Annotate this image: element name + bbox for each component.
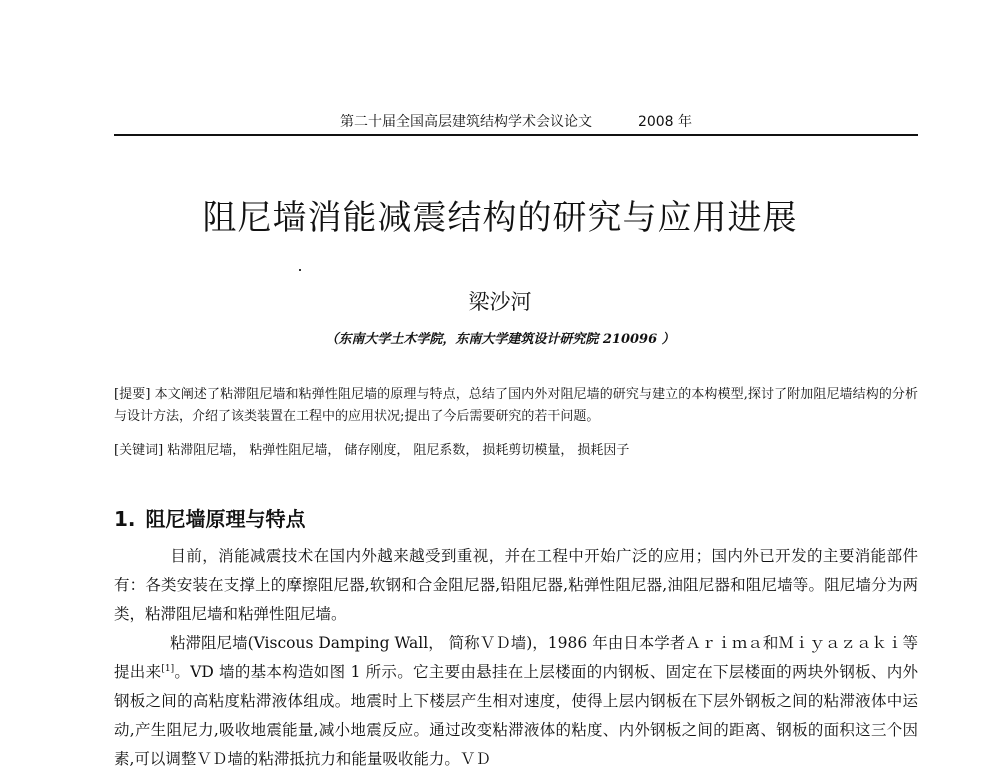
abstract	[114, 384, 918, 428]
keywords-label: [关键词]	[114, 443, 164, 458]
citation-ref[interactable]: [1]	[161, 663, 175, 674]
paragraph	[114, 542, 918, 629]
section-number: 1.	[114, 507, 136, 531]
header-rule	[114, 134, 918, 136]
author-name: 梁沙河	[468, 290, 532, 314]
keyword: 粘弹性阻尼墙，	[249, 443, 341, 458]
keyword: 损耗剪切模量，	[482, 443, 574, 458]
paragraph	[114, 629, 918, 774]
paper-title: 阻尼墙消能减震结构的研究与应用进展	[202, 198, 798, 238]
author-affiliation: （东南大学土木学院，东南大学建筑设计研究院 210096 ）	[325, 332, 675, 347]
keyword: 粘滞阻尼墙，	[167, 443, 246, 458]
paragraph-text: 。VD 墙的基本构造如图 1 所示。它主要由悬挂在上层楼面的内钢板、固定在下层楼面的两块外钢板、内外钢板之间的高粘度粘滞液体组成。地震时上下楼层产生相对速度，使得上层内钢板在下层外钢板之间的粘滞液体中运动,产生阻尼力,吸收地震能量,减小地震反应。通过改变粘滞液体的粘度、内外钢板之间的距离、钢板的面积这三个因素,可以调整ＶＤ墙的粘滞抵抗力和能量吸收能力。ＶＤ	[114, 663, 918, 768]
publication-year: 2008 年	[637, 114, 693, 130]
paragraph-text: 目前，消能减震技术在国内外越来越受到重视，并在工程中开始广泛的应用；国内外已开发的主要消能部件有：各类安装在支撑上的摩擦阻尼器,软钢和合金阻尼器,铅阻尼器,粘弹性阻尼器,油阻尼器和阻尼墙等。阻尼墙分为两类，粘滞阻尼墙和粘弹性阻尼墙。	[114, 547, 918, 623]
keyword: 阻尼系数，	[413, 443, 479, 458]
keyword: 损耗因子	[577, 443, 630, 458]
abstract-text: 本文阐述了粘滞阻尼墙和粘弹性阻尼墙的原理与特点，总结了国内外对阻尼墙的研究与建立的本构模型,探讨了附加阻尼墙结构的分析与设计方法，介绍了该类装置在工程中的应用状况;提出了今后需要研究的若干问题。	[114, 387, 918, 424]
paragraph-text: 粘滞阻尼墙(Viscous Damping Wall， 简称ＶＤ墙)，1986 年由日本学者Ａｒｉｍａ和Ｍｉｙａｚａｋｉ等提出来	[114, 634, 918, 681]
keywords	[114, 440, 918, 462]
speck	[299, 269, 301, 271]
keyword: 储存刚度，	[344, 443, 410, 458]
section-title: 阻尼墙原理与特点	[145, 507, 306, 531]
section-heading	[114, 506, 306, 532]
running-header	[114, 113, 918, 131]
conference-name: 第二十届全国高层建筑结构学术会议论文	[339, 114, 592, 130]
abstract-label: [提要]	[114, 387, 151, 402]
